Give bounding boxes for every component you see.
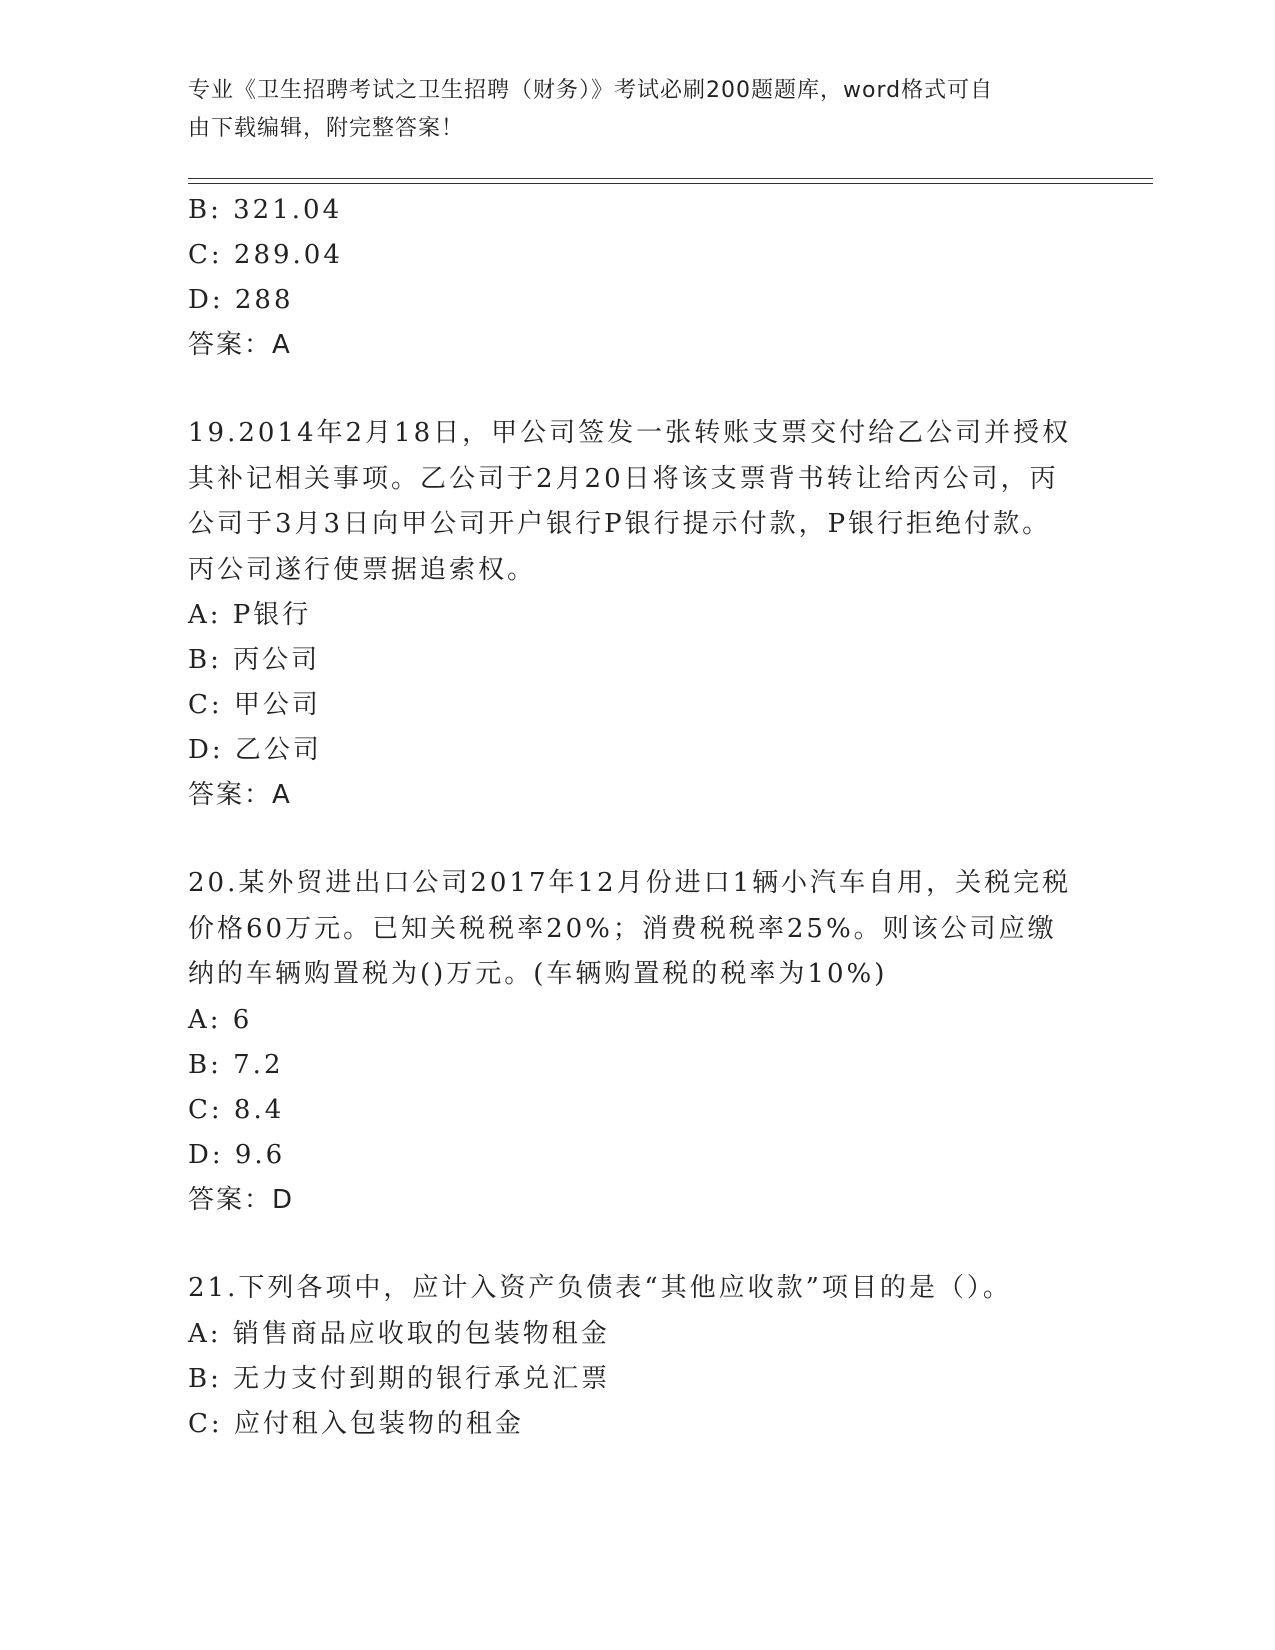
- question-20-line: 价格60万元。已知关税税率20%；消费税税率25%。则该公司应缴: [188, 913, 1057, 944]
- question-19-line: 公司于3月3日向甲公司开户银行P银行提示付款，P银行拒绝付款。: [188, 509, 1052, 539]
- header-line-2: 由下载编辑，附完整答案！: [188, 116, 465, 141]
- question-20-option-c: C: 8.4: [188, 1095, 285, 1125]
- question-21-line: 21.下列各项中，应计入资产负债表“其他应收款”项目的是（）。: [188, 1273, 1012, 1303]
- prev-option-b: B: 321.04: [188, 195, 343, 225]
- question-20-answer: 答案：D: [188, 1185, 295, 1215]
- question-20-line: 纳的车辆购置税为()万元。(车辆购置税的税率为10%): [188, 959, 888, 989]
- question-19-line: 其补记相关事项。乙公司于2月20日将该支票背书转让给丙公司，丙: [188, 463, 1059, 494]
- question-19-line: 丙公司遂行使票据追索权。: [188, 554, 537, 585]
- question-19-text: [188, 411, 1088, 593]
- question-21-option-a: A: 销售商品应收取的包装物租金: [188, 1319, 610, 1349]
- question-19-answer: 答案：A: [188, 780, 292, 810]
- header-rule-bottom: [188, 183, 1153, 184]
- question-19-option-b: B: 丙公司: [188, 645, 321, 675]
- prev-option-d: D: 288: [188, 285, 294, 315]
- question-20-option-b: B: 7.2: [188, 1050, 284, 1080]
- question-21-option-c: C: 应付租入包装物的租金: [188, 1409, 524, 1439]
- question-21-option-b: B: 无力支付到期的银行承兑汇票: [188, 1364, 611, 1394]
- prev-option-c: C: 289.04: [188, 240, 343, 270]
- question-20-option-a: A: 6: [188, 1005, 253, 1035]
- question-19-option-d: D: 乙公司: [188, 735, 322, 765]
- question-19-option-c: C: 甲公司: [188, 690, 321, 720]
- question-20-option-d: D: 9.6: [188, 1140, 286, 1170]
- question-20-line: 20.某外贸进出口公司2017年12月份进口1辆小汽车自用，关税完税: [188, 868, 1072, 898]
- header-rule-top: [188, 178, 1153, 179]
- prev-answer: 答案：A: [188, 330, 292, 360]
- question-19-option-a: A: P银行: [188, 600, 312, 630]
- question-20-text: [188, 861, 1088, 998]
- document-header: [188, 72, 1068, 148]
- question-21-text: [188, 1266, 1088, 1312]
- header-line-1: 专业《卫生招聘考试之卫生招聘（财务）》考试必刷200题题库，word格式可自: [188, 78, 994, 103]
- question-19-line: 19.2014年2月18日，甲公司签发一张转账支票交付给乙公司并授权: [188, 418, 1072, 448]
